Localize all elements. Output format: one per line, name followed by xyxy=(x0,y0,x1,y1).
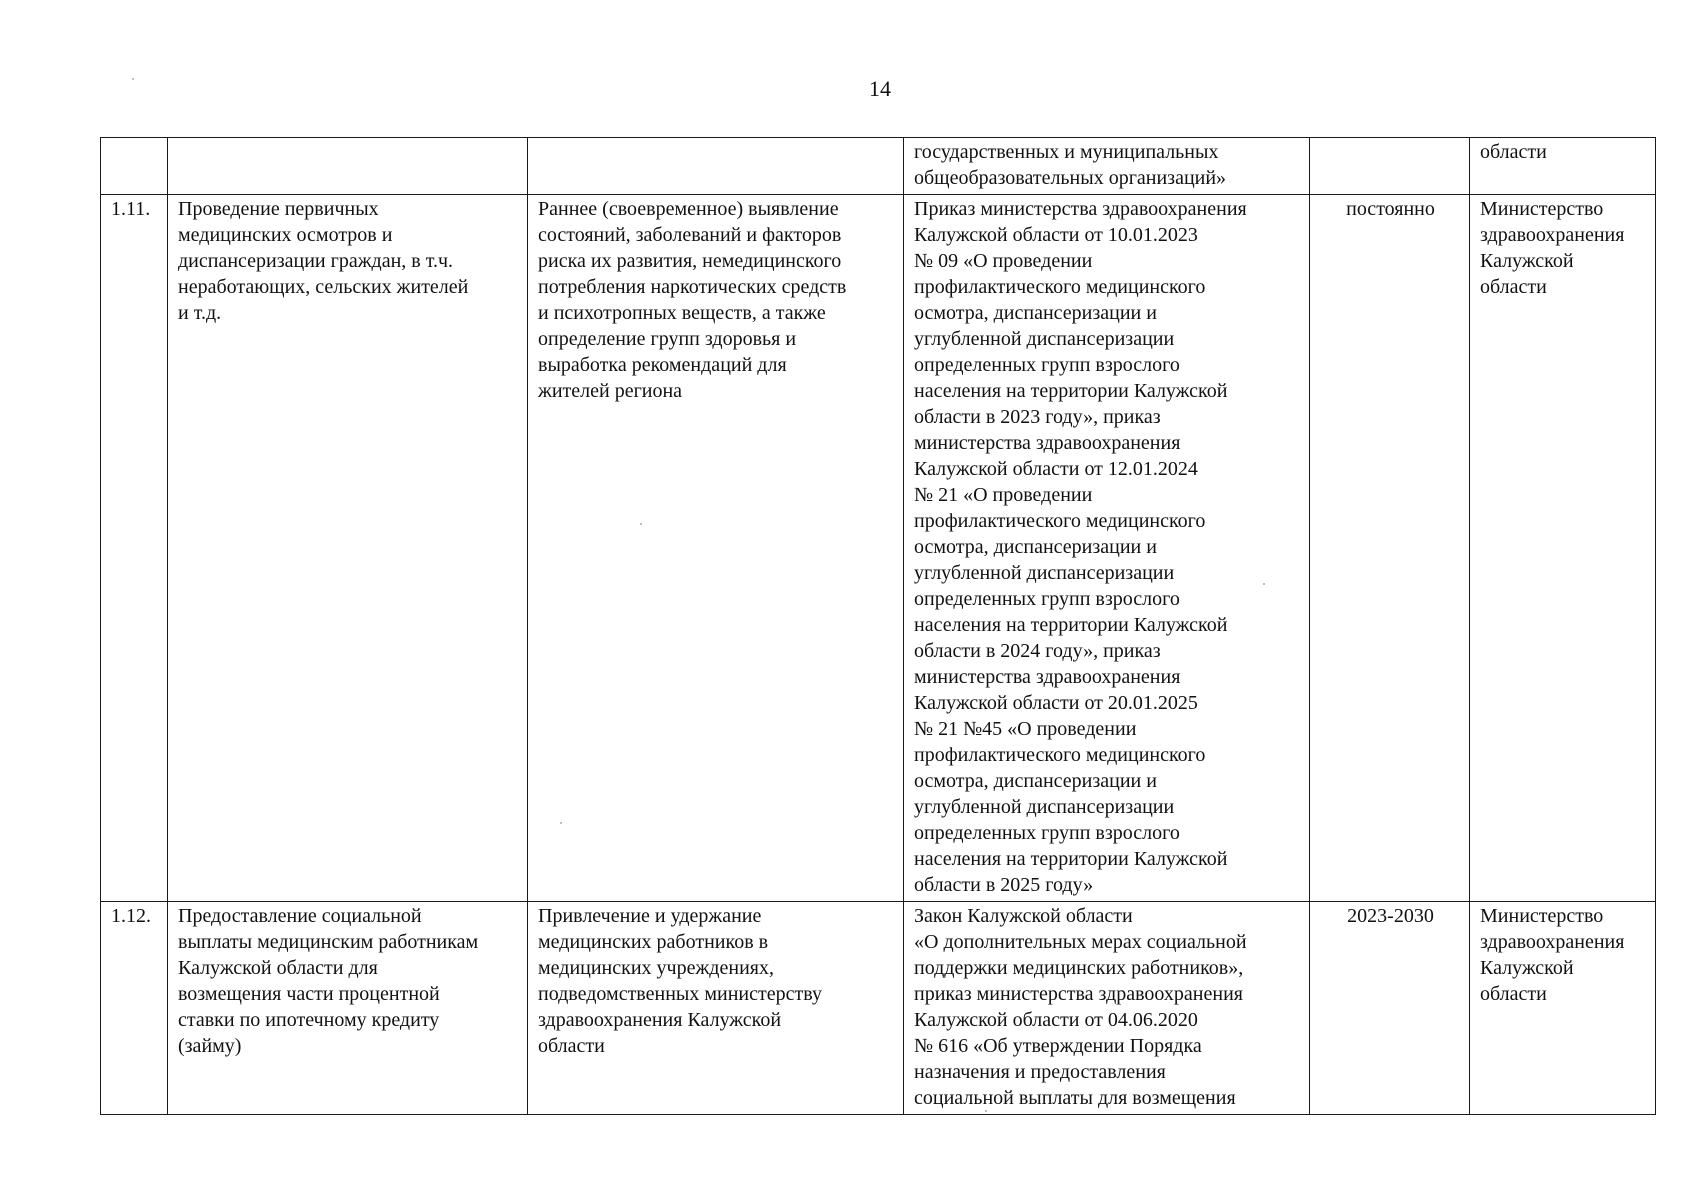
text-line: углубленной диспансеризации xyxy=(914,562,1175,584)
text-line: Калужской области от 20.01.2025 xyxy=(914,692,1198,714)
text-line: Проведение первичных xyxy=(178,198,379,220)
text-line: общеобразовательных организаций» xyxy=(914,167,1227,189)
text-line: и т.д. xyxy=(178,302,222,324)
cell-number xyxy=(101,902,168,1115)
text-line: Калужской области от 04.06.2020 xyxy=(914,1009,1198,1031)
text-line: медицинских учреждениях, xyxy=(538,957,774,979)
text-line: Калужской области для xyxy=(178,957,378,979)
text-line: жителей региона xyxy=(538,380,683,402)
table-row xyxy=(101,902,1656,1115)
text-line: Калужской области от 10.01.2023 xyxy=(914,224,1198,246)
text-line: подведомственных министерству xyxy=(538,983,822,1005)
text-line: приказ министерства здравоохранения xyxy=(914,983,1243,1005)
cell-number xyxy=(101,195,168,902)
cell-measure-name xyxy=(168,902,528,1115)
text-line: определение групп здоровья и xyxy=(538,328,797,350)
text-line: № 21 «О проведении xyxy=(914,484,1093,506)
text-line: потребления наркотических средств xyxy=(538,276,847,298)
table-row xyxy=(101,138,1656,195)
text-line: ставки по ипотечному кредиту xyxy=(178,1009,440,1031)
table-body xyxy=(101,138,1656,1115)
text-line: Раннее (своевременное) выявление xyxy=(538,198,839,220)
cell-term xyxy=(1310,138,1470,195)
text-line: определенных групп взрослого xyxy=(914,588,1180,610)
measures-table xyxy=(100,137,1656,1115)
text-line: № 616 «Об утверждении Порядка xyxy=(914,1035,1202,1057)
cell-responsible xyxy=(1470,195,1656,902)
text-line: населения на территории Калужской xyxy=(914,848,1228,870)
text-line: выработка рекомендаций для xyxy=(538,354,787,376)
text-line: и психотропных веществ, а также xyxy=(538,302,826,324)
text-line: государственных и муниципальных xyxy=(914,141,1219,163)
text-line: определенных групп взрослого xyxy=(914,354,1180,376)
text-line: области xyxy=(538,1035,605,1057)
text-line: министерства здравоохранения xyxy=(914,432,1181,454)
text-line: поддержки медицинских работников», xyxy=(914,957,1244,979)
text-line: выплаты медицинским работникам xyxy=(178,931,479,953)
text-line: возмещения части процентной xyxy=(178,983,440,1005)
cell-responsible xyxy=(1470,138,1656,195)
text-line: риска их развития, немедицинского xyxy=(538,250,842,272)
text-line: Министерство xyxy=(1480,905,1604,927)
text-line: здравоохранения xyxy=(1480,224,1625,246)
cell-text: 2023-2030 xyxy=(1347,905,1434,927)
text-line: здравоохранения Калужской xyxy=(538,1009,782,1031)
text-line: углубленной диспансеризации xyxy=(914,796,1175,818)
page-number: 14 xyxy=(869,76,891,101)
text-line: населения на территории Калужской xyxy=(914,614,1228,636)
cell-goal xyxy=(528,902,904,1115)
text-line: социальной выплаты для возмещения xyxy=(914,1087,1236,1109)
text-line: осмотра, диспансеризации и xyxy=(914,770,1157,792)
scan-speck xyxy=(985,1110,987,1112)
text-line: медицинских работников в xyxy=(538,931,769,953)
text-line: Министерство xyxy=(1480,198,1604,220)
text-line: области xyxy=(1480,276,1547,298)
text-line: Предоставление социальной xyxy=(178,905,422,927)
cell-term xyxy=(1310,195,1470,902)
text-line: Привлечение и удержание xyxy=(538,905,762,927)
text-line: области в 2025 году» xyxy=(914,874,1094,896)
table-row xyxy=(101,195,1656,902)
text-line: определенных групп взрослого xyxy=(914,822,1180,844)
cell-legal-basis xyxy=(904,195,1310,902)
text-line: № 21 №45 «О проведении xyxy=(914,718,1137,740)
text-line: состояний, заболеваний и факторов xyxy=(538,224,842,246)
text-line: профилактического медицинского xyxy=(914,744,1206,766)
text-line: Калужской области от 12.01.2024 xyxy=(914,458,1198,480)
cell-goal xyxy=(528,195,904,902)
cell-text: 1.12. xyxy=(111,905,151,927)
text-line: № 09 «О проведении xyxy=(914,250,1093,272)
cell-term xyxy=(1310,902,1470,1115)
scan-speck xyxy=(132,78,134,80)
scan-speck xyxy=(640,523,642,525)
cell-text: 1.11. xyxy=(111,198,151,220)
text-line: области в 2023 году», приказ xyxy=(914,406,1161,428)
text-line: Калужской xyxy=(1480,957,1574,979)
text-line: углубленной диспансеризации xyxy=(914,328,1175,350)
text-line: области в 2024 году», приказ xyxy=(914,640,1161,662)
text-line: области xyxy=(1480,141,1547,163)
scan-speck xyxy=(560,822,562,824)
text-line: «О дополнительных мерах социальной xyxy=(914,931,1247,953)
text-line: диспансеризации граждан, в т.ч. xyxy=(178,250,454,272)
text-line: (займу) xyxy=(178,1035,242,1057)
scan-speck xyxy=(1263,583,1265,585)
text-line: осмотра, диспансеризации и xyxy=(914,536,1157,558)
cell-legal-basis xyxy=(904,138,1310,195)
cell-number xyxy=(101,138,168,195)
text-line: осмотра, диспансеризации и xyxy=(914,302,1157,324)
cell-responsible xyxy=(1470,902,1656,1115)
cell-measure-name xyxy=(168,195,528,902)
text-line: Приказ министерства здравоохранения xyxy=(914,198,1247,220)
text-line: профилактического медицинского xyxy=(914,510,1206,532)
text-line: медицинских осмотров и xyxy=(178,224,393,246)
cell-legal-basis xyxy=(904,902,1310,1115)
cell-measure-name xyxy=(168,138,528,195)
text-line: Закон Калужской области xyxy=(914,905,1133,927)
text-line: назначения и предоставления xyxy=(914,1061,1166,1083)
cell-goal xyxy=(528,138,904,195)
cell-text: постоянно xyxy=(1346,198,1435,220)
text-line: области xyxy=(1480,983,1547,1005)
text-line: профилактического медицинского xyxy=(914,276,1206,298)
text-line: неработающих, сельских жителей xyxy=(178,276,469,298)
text-line: министерства здравоохранения xyxy=(914,666,1181,688)
text-line: здравоохранения xyxy=(1480,931,1625,953)
text-line: Калужской xyxy=(1480,250,1574,272)
text-line: населения на территории Калужской xyxy=(914,380,1228,402)
